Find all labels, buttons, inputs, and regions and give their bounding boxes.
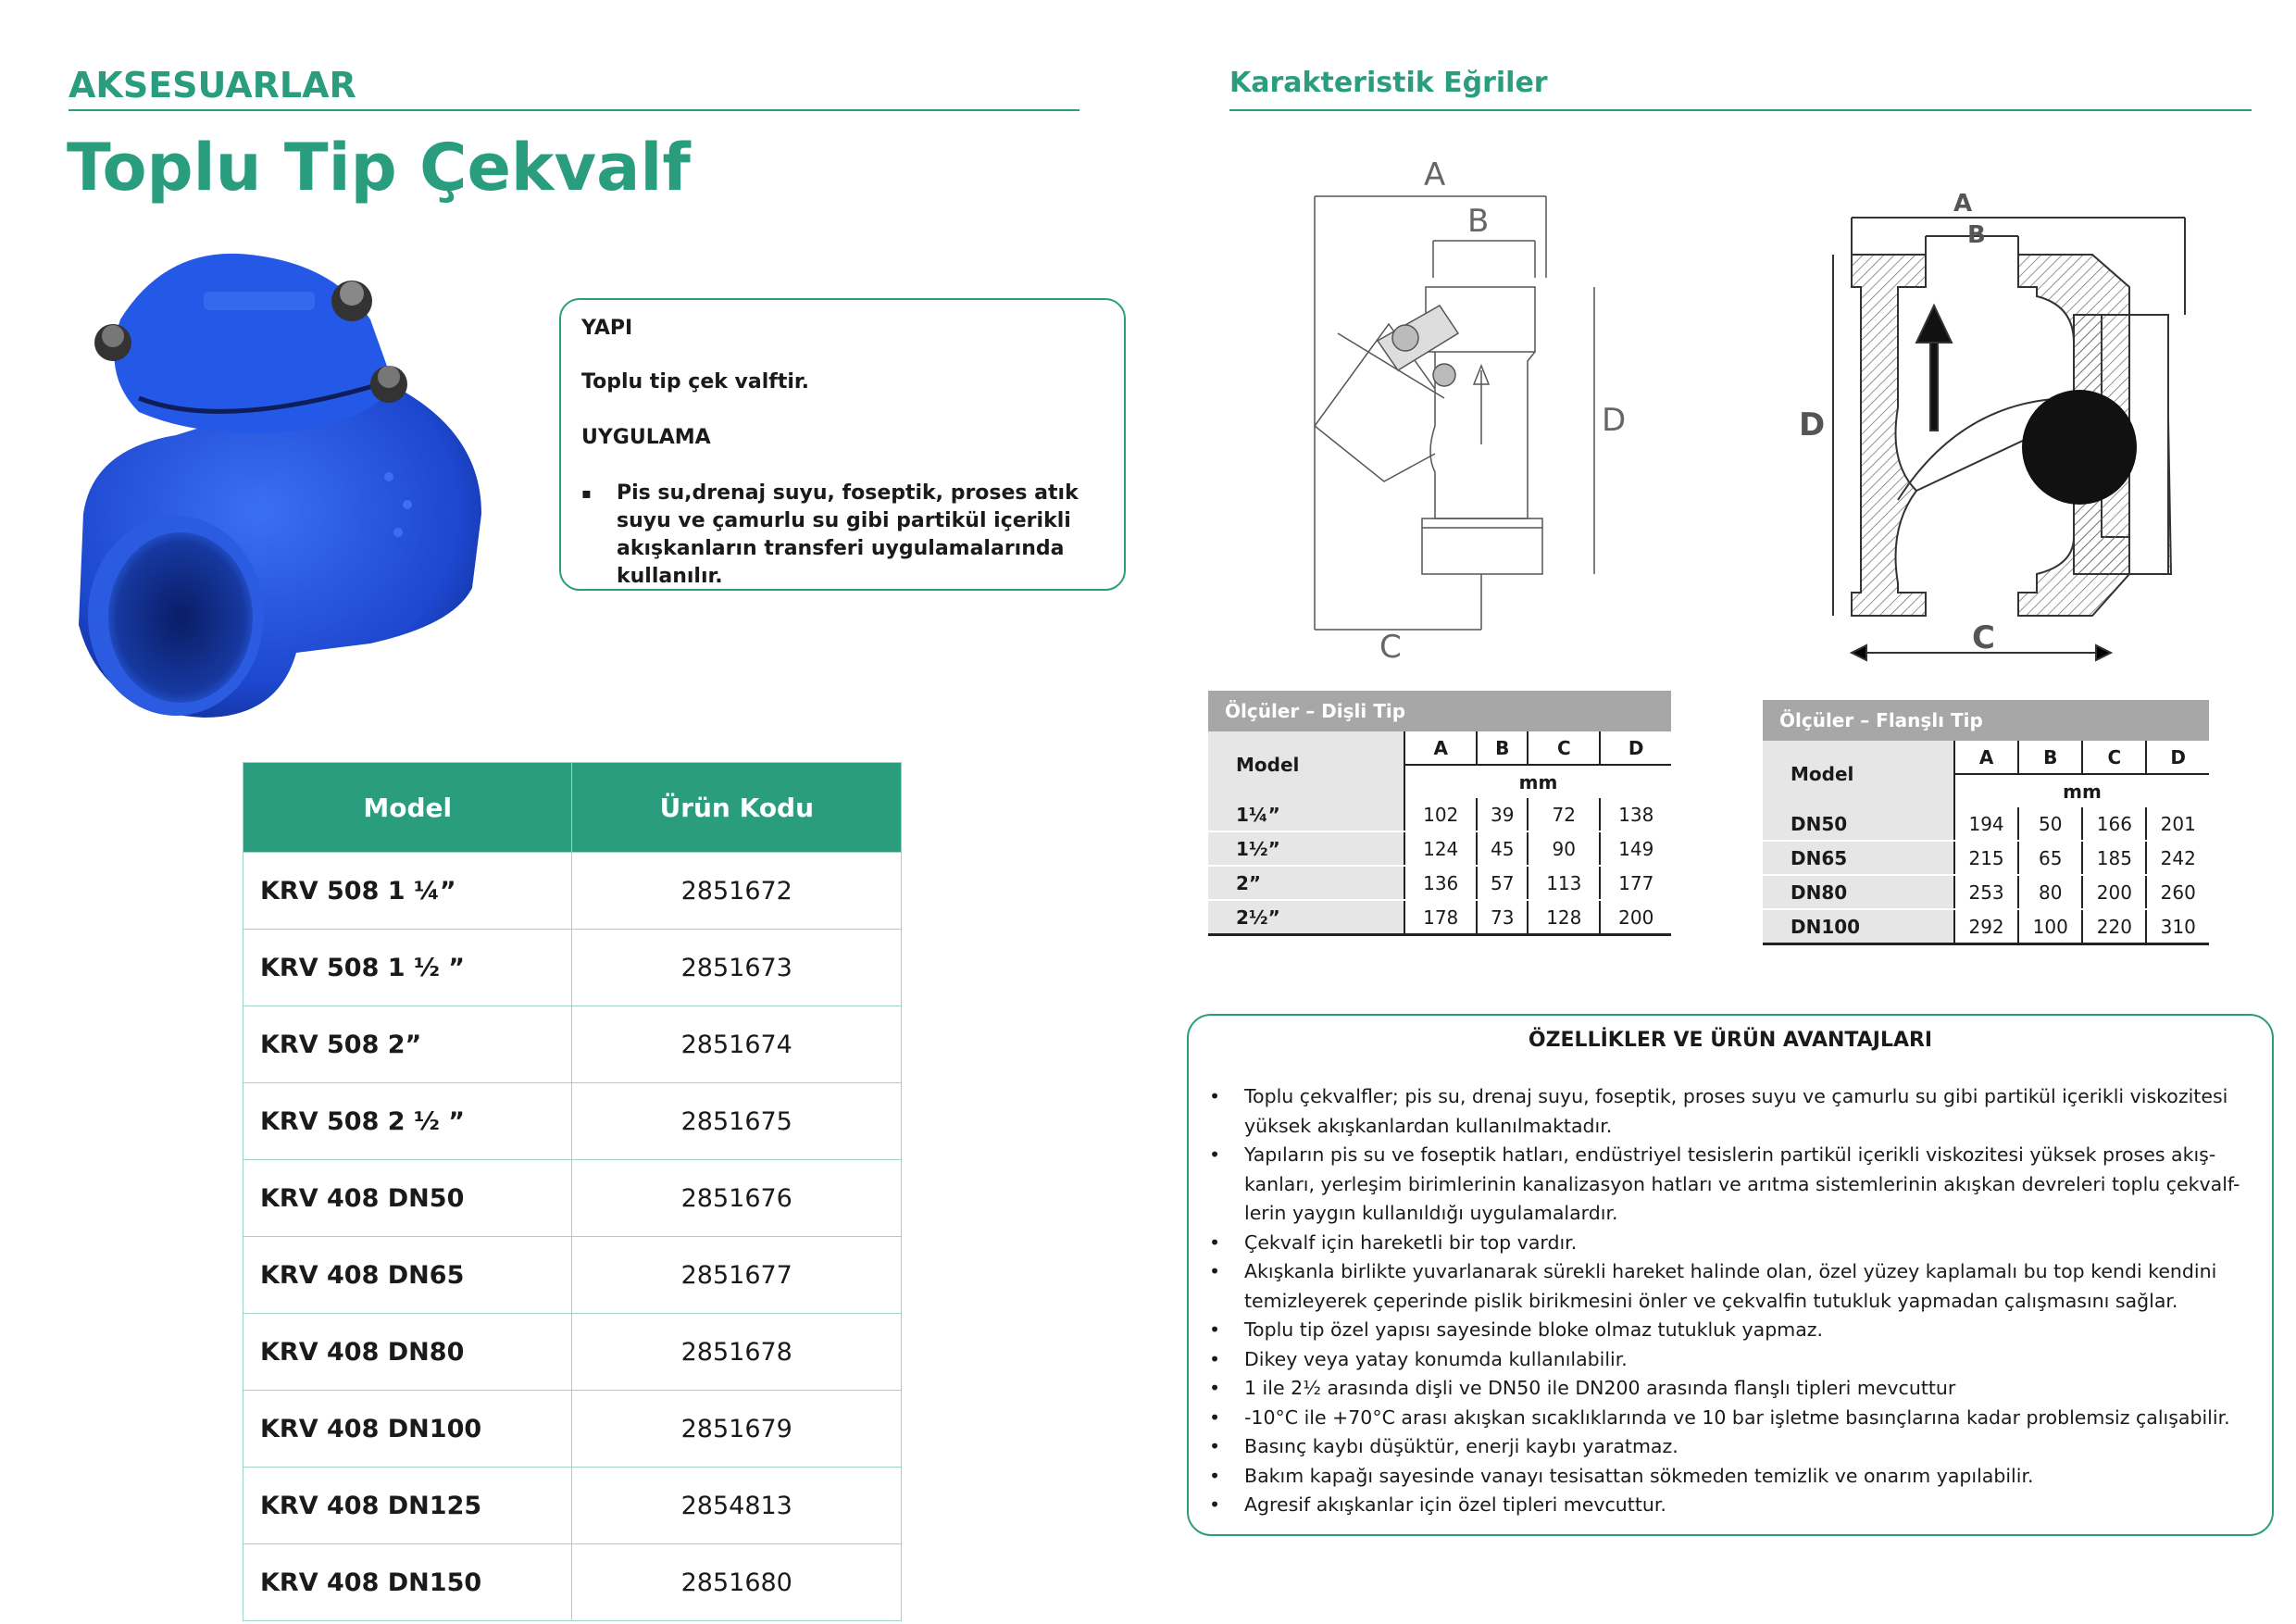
unit-header: mm [1954,774,2209,807]
cell: 292 [1954,909,2018,944]
row-model: 2” [1208,866,1404,900]
structure-label: YAPI [581,317,633,340]
dimension-label-d: D [1602,402,1627,439]
table-row [1208,831,1671,866]
table-row [243,1391,902,1468]
column-header-a: A [1404,731,1477,765]
list-item: • Toplu çekvalfler; pis su, drenaj suyu, foseptik, proses suyu ve çamurlu su gibi partikül içerikli viskozitesi yüksek akışkanlardan kullanılmaktadır. [1189,1082,2263,1141]
cell: 100 [2018,909,2082,944]
list-item: • Basınç kaybı düşüktür, enerji kaybı yaratmaz. [1189,1432,2263,1462]
section-rule-right [1229,109,2252,111]
model-cell: KRV 508 2 ½ ” [243,1083,572,1160]
code-cell: 2851672 [572,853,902,930]
model-cell: KRV 408 DN50 [243,1160,572,1237]
cell: 128 [1528,900,1600,935]
column-header-b: B [1477,731,1528,765]
cell: 149 [1600,831,1671,866]
list-item: • Akışkanla birlikte yuvarlanarak sürekli hareket halinde olan, özel yüzey kaplamalı bu top kendi kendini temizleyerek çeperinde pislik birikmesini önler ve çekvalfin tutukluk yapmadan çalışmasını sağlar. [1189,1257,2263,1316]
product-photo [65,236,500,727]
cell: 45 [1477,831,1528,866]
table-row [243,1314,902,1391]
model-header: Model [1791,763,1854,785]
table-row [243,1006,902,1083]
list-item: • 1 ile 2½ arasında dişli ve DN50 ile DN200 arasında flanşlı tipleri mevcuttur [1189,1374,2263,1404]
list-item: • Bakım kapağı sayesinde vanayı tesisattan sökmeden temizlik ve onarım yapılabilir. [1189,1462,2263,1492]
section-rule-left [69,109,1079,111]
code-cell: 2851676 [572,1160,902,1237]
table-row [243,1083,902,1160]
row-model: DN80 [1763,875,1954,909]
row-model: DN65 [1763,841,1954,875]
column-header-c: C [1528,731,1600,765]
cell: 253 [1954,875,2018,909]
column-header-b: B [2018,741,2082,774]
row-model: DN50 [1763,807,1954,841]
model-cell: KRV 508 1 ½ ” [243,930,572,1006]
model-cell: KRV 508 1 ¼” [243,853,572,930]
code-cell: 2851673 [572,930,902,1006]
section-title-characteristic-curves: Karakteristik Eğriler [1229,67,1548,99]
list-item: • Agresif akışkanlar için özel tipleri mevcuttur. [1189,1491,2263,1520]
code-cell: 2851675 [572,1083,902,1160]
table-row [1763,807,2209,841]
table-row [243,1544,902,1621]
code-cell: 2851679 [572,1391,902,1468]
threaded-dimensions-table [1208,691,1671,936]
product-code-table [243,762,902,1621]
cell: 166 [2082,807,2146,841]
table-row [243,1468,902,1544]
column-header-model: Model [243,763,572,853]
table-row [243,853,902,930]
table-row [1208,900,1671,935]
threaded-valve-drawing [1296,148,1629,667]
model-cell: KRV 408 DN150 [243,1544,572,1621]
code-cell: 2851677 [572,1237,902,1314]
cell: 310 [2146,909,2209,944]
model-cell: KRV 408 DN125 [243,1468,572,1544]
cell: 138 [1600,798,1671,831]
cell: 124 [1404,831,1477,866]
column-header-a: A [1954,741,2018,774]
list-item: • -10°C ile +70°C arası akışkan sıcaklıklarında ve 10 bar işletme basınçlarına kadar problemsiz çalışabilir. [1189,1404,2263,1433]
cell: 185 [2082,841,2146,875]
column-header-d: D [2146,741,2209,774]
model-cell: KRV 508 2” [243,1006,572,1083]
dimension-label-a: A [1953,190,1973,218]
structure-text: Toplu tip çek valftir. [581,370,809,394]
cell: 39 [1477,798,1528,831]
code-cell: 2851680 [572,1544,902,1621]
list-item: • Toplu tip özel yapısı sayesinde bloke olmaz tutukluk yapmaz. [1189,1316,2263,1345]
code-cell: 2851674 [572,1006,902,1083]
features-list [1189,1082,2263,1520]
cell: 201 [2146,807,2209,841]
code-cell: 2851678 [572,1314,902,1391]
cell: 242 [2146,841,2209,875]
model-cell: KRV 408 DN100 [243,1391,572,1468]
unit-header: mm [1404,765,1671,798]
cell: 113 [1528,866,1600,900]
cell: 57 [1477,866,1528,900]
list-item: • Dikey veya yatay konumda kullanılabilir. [1189,1345,2263,1375]
cell: 80 [2018,875,2082,909]
table-row [1763,875,2209,909]
table-title: Ölçüler – Dişli Tip [1208,691,1671,731]
table-row [243,1160,902,1237]
table-title: Ölçüler – Flanşlı Tip [1763,700,2209,741]
cell: 73 [1477,900,1528,935]
cell: 65 [2018,841,2082,875]
list-item: ▪ Pis su,drenaj suyu, foseptik, proses atık suyu ve çamurlu su gibi partikül içerikli akışkanların transferi uygulamalarında kullanılır. [617,480,1107,591]
cell: 177 [1600,866,1671,900]
cell: 178 [1404,900,1477,935]
cell: 194 [1954,807,2018,841]
cell: 200 [1600,900,1671,935]
column-header-d: D [1600,731,1671,765]
row-model: DN100 [1763,909,1954,944]
code-cell: 2854813 [572,1468,902,1544]
features-title: ÖZELLİKLER VE ÜRÜN AVANTAJLARI [1528,1029,1933,1052]
table-row [1763,841,2209,875]
application-list [561,480,1107,591]
dimension-label-a: A [1424,156,1446,194]
row-model: 1¼” [1208,798,1404,831]
cell: 90 [1528,831,1600,866]
section-title-accessories: AKSESUARLAR [69,65,356,106]
model-cell: KRV 408 DN65 [243,1237,572,1314]
table-row [243,1237,902,1314]
dimension-grid [1208,731,1671,936]
cell: 220 [2082,909,2146,944]
ball-check-valve-image [65,236,500,727]
list-item: • Çekvalf için hareketli bir top vardır. [1189,1229,2263,1258]
dimension-label-b: B [1967,221,1986,249]
table-row [1763,909,2209,944]
row-model: 1½” [1208,831,1404,866]
dimension-label-c: C [1379,629,1402,666]
model-header: Model [1236,754,1300,776]
flanged-valve-drawing [1796,185,2203,667]
application-label: UYGULAMA [581,426,711,449]
model-cell: KRV 408 DN80 [243,1314,572,1391]
flanged-dimensions-table [1763,700,2209,945]
column-header-code: Ürün Kodu [572,763,902,853]
table-row [1208,798,1671,831]
features-box [1187,1014,2274,1536]
cell: 102 [1404,798,1477,831]
cell: 200 [2082,875,2146,909]
cell: 72 [1528,798,1600,831]
structure-application-box [559,298,1126,591]
cell: 50 [2018,807,2082,841]
row-model: 2½” [1208,900,1404,935]
cell: 136 [1404,866,1477,900]
list-item: • Yapıların pis su ve foseptik hatları, endüstriyel tesislerin partikül içerikli viskozitesi yüksek proses akış-kanları, yerleşim birimlerinin kanalizasyon hatları ve arıtma sistemlerinin akışkan devreleri toplu çekvalf-lerin yaygın kullanıldığı uygulamalardır. [1189,1141,2263,1229]
dimension-label-b: B [1467,203,1490,240]
page-title: Toplu Tip Çekvalf [67,130,691,206]
table-row [243,930,902,1006]
table-row [1208,866,1671,900]
cell: 260 [2146,875,2209,909]
column-header-c: C [2082,741,2146,774]
dimension-label-d: D [1799,406,1826,443]
cell: 215 [1954,841,2018,875]
dimension-label-c: C [1972,619,1995,656]
dimension-grid [1763,741,2209,945]
